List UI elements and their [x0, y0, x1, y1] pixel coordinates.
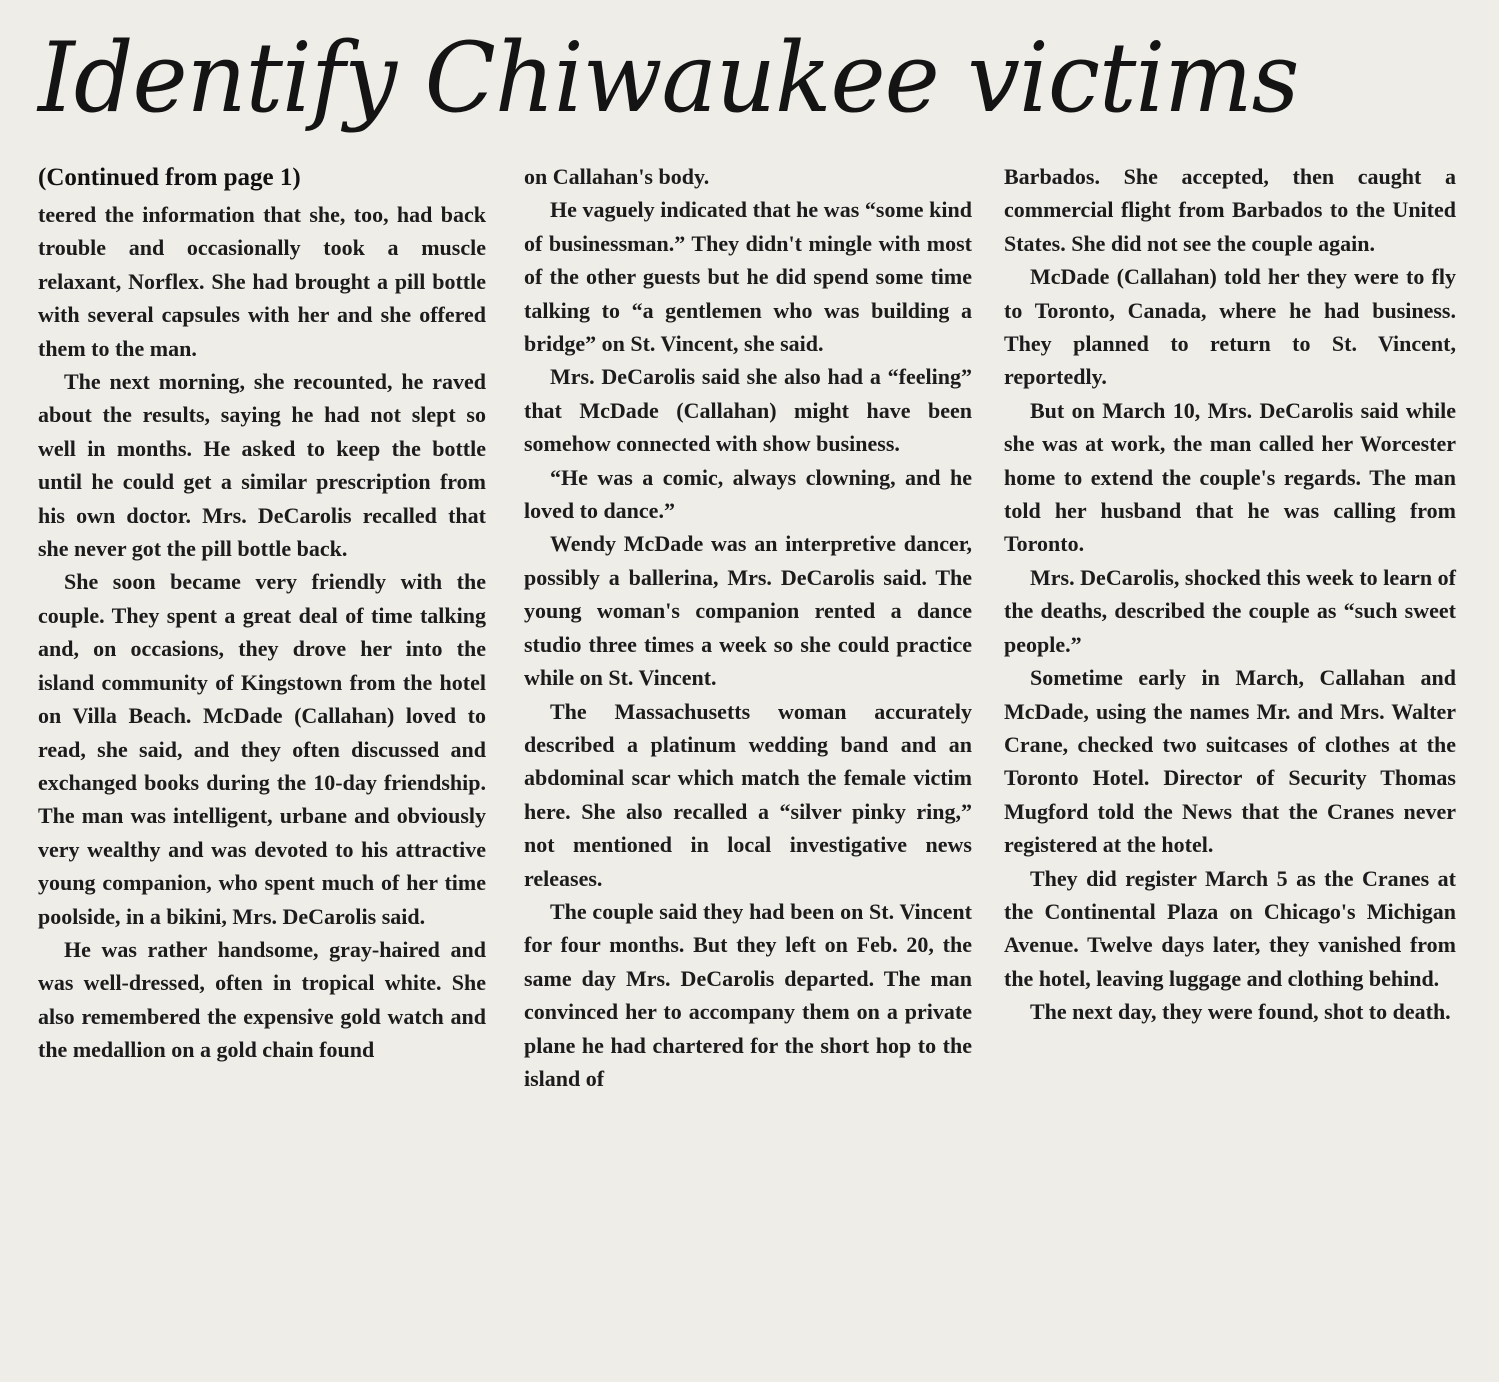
paragraph: Sometime early in March, Callahan and McDade, using the names Mr. and Mrs. Walter Crane, checked two suitcases of clothes at the Toronto Hotel. Director of Security Thomas Mugford told the News that the Cranes never registered at the hotel. — [1004, 665, 1456, 858]
paragraph: The next morning, she recounted, he raved about the results, saying he had not slept so well in months. He asked to keep the bottle until he could get a similar prescription from his own doctor. Mrs. DeCarolis recalled that she never got the pill bottle back. — [38, 369, 486, 562]
paragraph: She soon became very friendly with the couple. They spent a great deal of time talking and, on occasions, they drove her into the island community of Kingstown from the hotel on Villa Beach. McDade (Callahan) loved to read, she said, and they often discussed and exchanged books during the 10-day friendship. The man was intelligent, urbane and obviously very wealthy and was devoted to his attractive young companion, who spent much of her time poolside, in a bikini, Mrs. DeCarolis said. — [38, 569, 486, 929]
paragraph: The Massachusetts woman accurately described a platinum wedding band and an abdominal scar which match the female victim here. She also recalled a “silver pinky ring,” not mentioned in local investigative news releases. — [524, 698, 972, 891]
paragraph: Barbados. She accepted, then caught a commercial flight from Barbados to the United States. She did not see the couple again. — [1004, 164, 1456, 256]
article-column-3 — [1004, 160, 1456, 1029]
paragraph: They did register March 5 as the Cranes at the Continental Plaza on Chicago's Michigan Avenue. Twelve days later, they vanished from the hotel, leaving luggage and clothing behind. — [1004, 865, 1456, 991]
paragraph: The next day, they were found, shot to death. — [1030, 999, 1451, 1025]
continued-from-label: (Continued from page 1) — [38, 164, 301, 191]
paragraph: on Callahan's body. — [524, 164, 710, 189]
cropped-headline-tops — [1010, 1362, 1490, 1382]
paragraph: But on March 10, Mrs. DeCarolis said while she was at work, the man called her Worcester home to extend the couple's regards. The man told her husband that he was calling from Toronto. — [1004, 397, 1456, 557]
article-column-1 — [38, 160, 486, 1067]
paragraph: Wendy McDade was an interpretive dancer, possibly a ballerina, Mrs. DeCarolis said. The young woman's companion rented a dance studio three times a week so she could practice while on St. Vincent. — [524, 531, 972, 691]
paragraph: Mrs. DeCarolis said she also had a “feeling” that McDade (Callahan) might have been somehow connected with show business. — [524, 364, 972, 457]
paragraph: He was rather handsome, gray-haired and was well-dressed, often in tropical white. She also remembered the expensive gold watch and the medallion on a gold chain found — [38, 936, 486, 1063]
paragraph: Mrs. DeCarolis, shocked this week to learn of the deaths, described the couple as “such sweet people.” — [1004, 564, 1456, 657]
cropped-next-headline — [1010, 1362, 1490, 1382]
paragraph: The couple said they had been on St. Vincent for four months. But they left on Feb. 20, the same day Mrs. DeCarolis departed. The man convinced her to accompany them on a private plane he had chartered for the short hop to the island of — [524, 898, 972, 1091]
paragraph: teered the information that she, too, had back trouble and occasionally took a muscle relaxant, Norflex. She had brought a pill bottle with several capsules with her and she offered them to the man. — [38, 202, 486, 361]
paragraph: He vaguely indicated that he was “some kind of businessman.” They didn't mingle with most of the other guests but he did spend some time talking to “a gentlemen who was building a bridge” on St. Vincent, she said. — [524, 197, 972, 357]
headline: Identify Chiwaukee victims — [38, 22, 1299, 134]
paragraph: “He was a comic, always clowning, and he loved to dance.” — [524, 464, 972, 524]
article-column-2 — [524, 160, 972, 1095]
paragraph: McDade (Callahan) told her they were to fly to Toronto, Canada, where he had business. They planned to return to St. Vincent, reportedly. — [1004, 264, 1456, 390]
